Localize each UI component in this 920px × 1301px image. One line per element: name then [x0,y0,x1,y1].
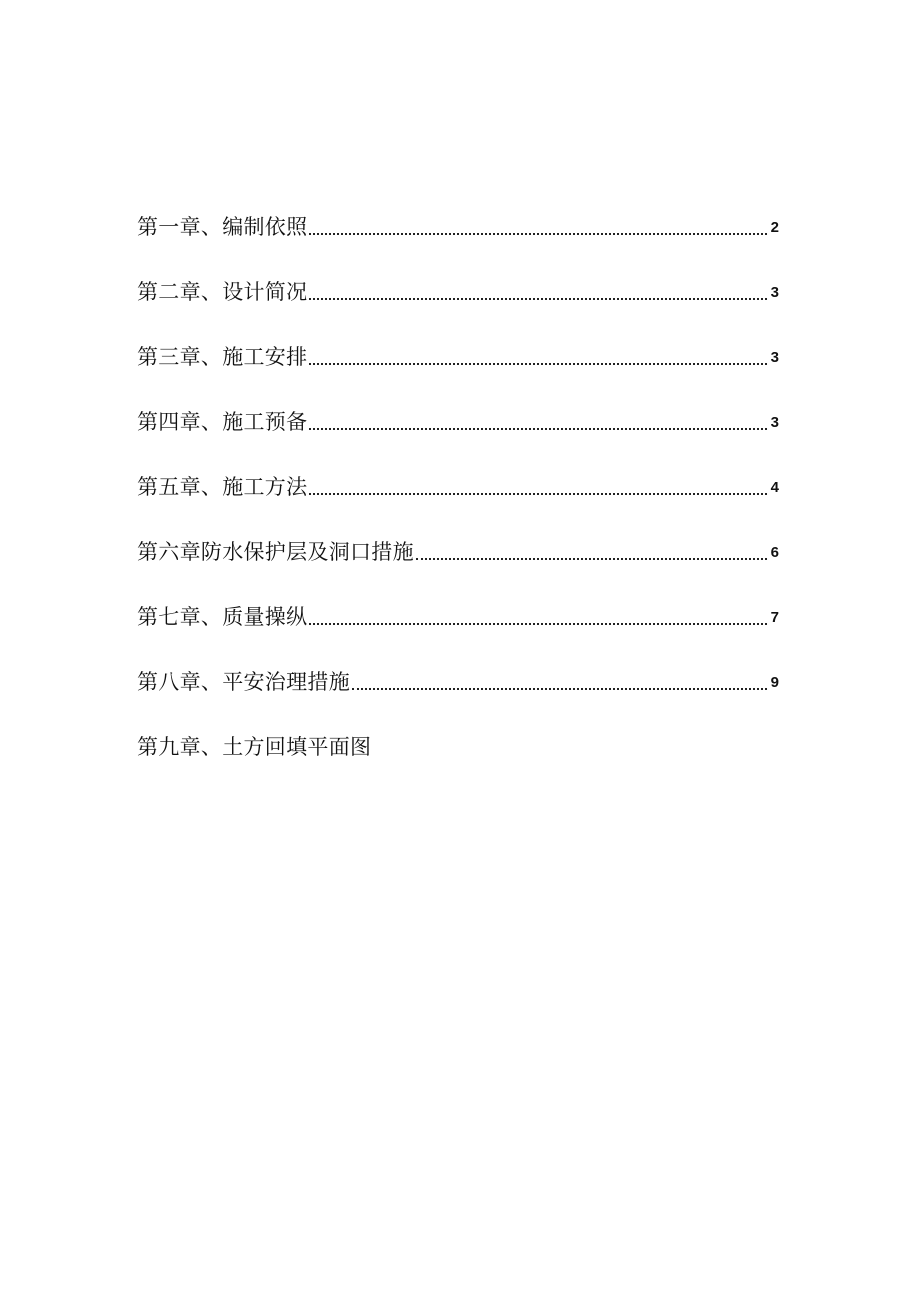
toc-page-number: 3 [770,349,779,366]
toc-page-number: 4 [770,479,779,496]
toc-entry-title: 第八章、平安治理措施 [137,670,350,694]
toc-page-number: 3 [770,284,779,301]
toc-entry-1[interactable] [137,180,779,245]
toc-entry-title: 第四章、施工预备 [137,410,308,434]
toc-page-number: 6 [770,544,779,561]
toc-dot-leader [309,470,767,505]
toc-entry-6[interactable] [137,505,779,570]
toc-page-number: 3 [770,414,779,431]
toc-entry-title: 第二章、设计简况 [137,280,308,304]
toc-dot-leader [309,340,767,375]
toc-dot-leader [309,405,767,440]
toc-dot-leader [309,210,767,245]
toc-dot-leader [309,600,767,635]
toc-entry-3[interactable] [137,310,779,375]
toc-entry-title: 第九章、土方回填平面图 [137,735,372,759]
toc-entry-7[interactable] [137,570,779,635]
toc-entry-2[interactable] [137,245,779,310]
toc-entry-9[interactable] [137,700,779,765]
toc-entry-5[interactable] [137,440,779,505]
toc-entry-title: 第三章、施工安排 [137,345,308,369]
toc-entry-8[interactable] [137,635,779,700]
toc-dot-leader [416,535,767,570]
toc-entry-4[interactable] [137,375,779,440]
toc-dot-leader [309,275,767,310]
toc-dot-leader [352,665,767,700]
toc-page-number: 9 [770,674,779,691]
toc-entry-title: 第七章、质量操纵 [137,605,308,629]
toc-entry-title: 第六章防水保护层及洞口措施 [137,540,414,564]
toc-page-number: 7 [770,609,779,626]
table-of-contents [137,180,779,765]
toc-page-number: 2 [770,219,779,236]
toc-entry-title: 第一章、编制依照 [137,215,308,239]
toc-entry-title: 第五章、施工方法 [137,475,308,499]
